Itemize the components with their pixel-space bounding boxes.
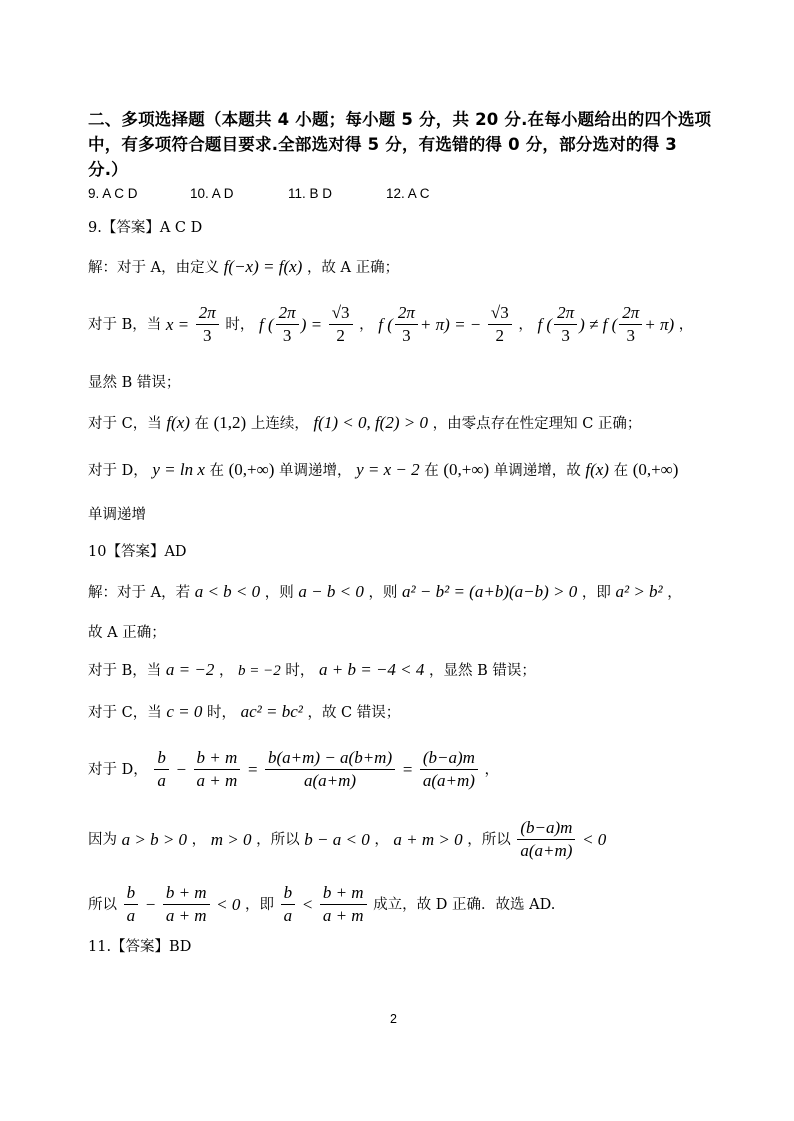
fraction-simplified: $\frac{(b-a)m}{a(a+m)}$ [420, 748, 478, 791]
q10-option-b [88, 660, 536, 681]
text: 对于 D， [88, 761, 148, 778]
math: + π) = − [419, 314, 482, 334]
text: ， [518, 316, 533, 333]
math: ) ≠ f ( [579, 314, 618, 334]
fraction-2pi-3: $\frac{2\pi}{3}$ [619, 303, 642, 346]
fraction-bm-am: $\frac{b + m}{a + m}$ [194, 748, 241, 791]
text: 上连续， [250, 416, 309, 432]
math: (0,+∞) [443, 460, 490, 479]
fraction-b-a: $\frac{b}{a}$ [124, 883, 139, 926]
math: c = 0 [166, 702, 203, 721]
fraction-bm-am: $\frac{b + m}{a + m}$ [320, 883, 367, 926]
fraction-sqrt3-2: $\frac{√3}{2}$ [329, 303, 353, 346]
fraction-b-a: $\frac{b}{a}$ [154, 748, 169, 791]
fraction-simplified: $\frac{(b-a)m}{a(a+m)}$ [517, 818, 575, 861]
math: f(x) [585, 460, 609, 479]
math: a > b > 0 [121, 829, 188, 849]
q10-option-a-conclusion: 故 A 正确； [88, 625, 166, 641]
text: 对于 C，当 [88, 416, 162, 432]
math: a − b < 0 [298, 582, 364, 601]
q10-conclusion [88, 883, 555, 926]
q10-option-d [88, 748, 499, 791]
text: 在 [613, 463, 629, 479]
math: a < b < 0 [194, 582, 261, 601]
page-number: 2 [390, 1012, 397, 1026]
fraction-bm-am: $\frac{b + m}{a + m}$ [163, 883, 210, 926]
text: ，即 [581, 585, 611, 601]
text: ，则 [368, 585, 398, 601]
answer-11: 11. B D [288, 186, 333, 201]
math: (0,+∞) [632, 460, 679, 479]
math: f ( [537, 314, 553, 334]
q9-option-d-line2: 单调递增 [88, 507, 146, 523]
math: a² > b² [615, 582, 663, 601]
math: a² − b² = (a+b)(a−b) > 0 [402, 582, 578, 601]
q9-heading: 9.【答案】A C D [88, 220, 203, 236]
text: ， [667, 585, 682, 601]
math: f(1) < 0, f(2) > 0 [313, 413, 428, 432]
text: 时， [206, 705, 236, 721]
fraction-b-a: $\frac{b}{a}$ [281, 883, 296, 926]
math-x-eq: x = [165, 314, 190, 334]
text: ，由零点存在性定理知 C 正确； [432, 416, 642, 432]
text: ，显然 B 错误； [429, 663, 536, 679]
text: 在 [194, 416, 210, 432]
math: = [246, 759, 259, 779]
text: 对于 C，当 [88, 705, 162, 721]
text: ， [374, 831, 389, 848]
math: < [301, 894, 314, 914]
fraction-2pi-3: $\frac{2\pi}{3}$ [395, 303, 418, 346]
q10-reasoning [88, 818, 606, 861]
text: 成立，故 D 正确．故选 AD. [373, 896, 556, 913]
text: ，故 A 正确； [306, 260, 400, 276]
text: 在 [424, 463, 439, 479]
q11-heading: 11.【答案】BD [88, 939, 192, 955]
q9-option-a [88, 257, 399, 278]
q9-option-d [88, 460, 678, 481]
text: 解：对于 A，若 [88, 585, 191, 601]
math-f-even: f(−x) = f(x) [223, 257, 303, 276]
fraction-2pi-3: $\frac{2\pi}{3}$ [276, 303, 299, 346]
q9-option-b-conclusion: 显然 B 错误； [88, 375, 181, 391]
math: − [144, 894, 157, 914]
math: y = ln x [152, 460, 205, 479]
text: ， [218, 663, 234, 679]
section-header: 二、多项选择题（本题共 4 小题；每小题 5 分，共 20 分.在每小题给出的四个选项中，有多项符合题目要求.全部选对得 5 分，有选错的得 0 分，部分选对的得 3 分.） [88, 110, 712, 179]
math: a + m > 0 [393, 829, 463, 849]
text: ，则 [264, 585, 294, 601]
text: 对于 B，当 [88, 316, 162, 333]
math: f ( [259, 314, 274, 334]
answer-10: 10. A D [190, 186, 234, 201]
math: (0,+∞) [228, 460, 275, 479]
text: 时， [225, 316, 255, 333]
text: ，故 C 错误； [307, 705, 401, 721]
text: 在 [209, 463, 224, 479]
fraction-sqrt3-2: $\frac{√3}{2}$ [488, 303, 512, 346]
text: ，即 [245, 896, 275, 913]
math: < 0 [216, 894, 241, 914]
q9-option-c [88, 413, 641, 434]
math: m > 0 [210, 829, 252, 849]
answer-9: 9. A C D [88, 186, 138, 201]
text: 因为 [88, 831, 117, 848]
math: (1,2) [213, 413, 247, 432]
math: − [175, 759, 187, 779]
fraction-expanded: $\frac{b(a+m) - a(b+m)}{a(a+m)}$ [265, 748, 395, 791]
q10-heading: 10【答案】AD [88, 544, 187, 560]
q9-option-b [88, 303, 693, 346]
text: ，所以 [467, 831, 511, 848]
math: + π) [644, 314, 675, 334]
text: 时， [285, 663, 315, 679]
text: 单调递增， [279, 463, 352, 479]
text: ，所以 [256, 831, 300, 848]
text: 单调递增，故 [493, 463, 581, 479]
fraction-2pi-3: $\frac{2\pi}{3}$ [554, 303, 577, 346]
math: = [401, 759, 414, 779]
math: ac² = bc² [240, 702, 303, 721]
text: ， [678, 316, 694, 333]
math: b = −2 [238, 663, 281, 679]
text: 所以 [88, 896, 117, 913]
math: b − a < 0 [304, 829, 370, 849]
text: ， [191, 831, 207, 848]
math: a = −2 [165, 660, 215, 679]
text: 解：对于 A，由定义 [88, 260, 220, 276]
fraction-2pi-3: $\frac{2\pi}{3}$ [196, 303, 219, 346]
text: ， [484, 761, 500, 778]
answer-12: 12. A C [386, 186, 430, 201]
math: a + b = −4 < 4 [319, 660, 425, 679]
q10-option-c [88, 702, 400, 723]
math: < 0 [582, 829, 607, 849]
math: f(x) [166, 413, 190, 432]
q10-option-a [88, 582, 682, 603]
text: 对于 B，当 [88, 663, 162, 679]
math: f ( [378, 314, 393, 334]
math: ) = [300, 314, 323, 334]
math: y = x − 2 [356, 460, 420, 479]
text: 对于 D， [88, 463, 148, 479]
text: ， [359, 316, 374, 333]
